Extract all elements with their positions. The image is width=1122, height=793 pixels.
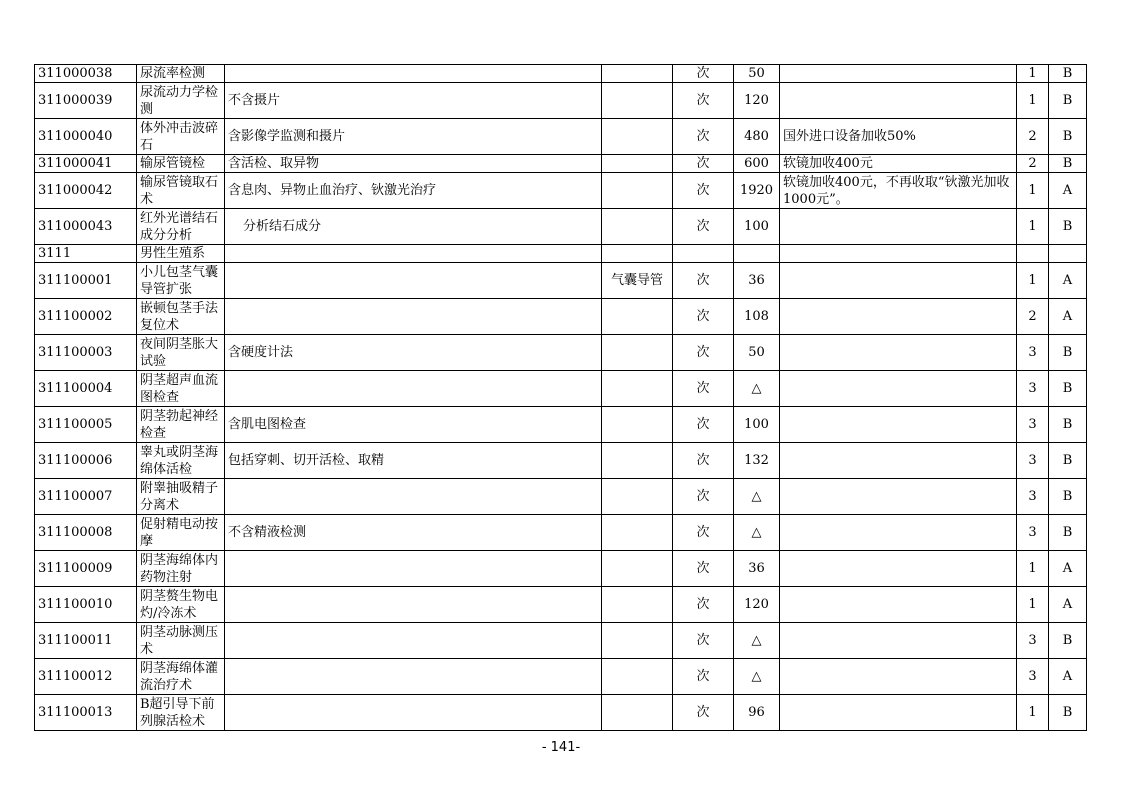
remark-cell [780, 515, 1017, 551]
item-code-cell: 311100011 [35, 623, 137, 659]
unit-cell: 次 [673, 263, 734, 299]
item-content-cell: 含硬度计法 [225, 335, 602, 371]
category-cell: A [1049, 551, 1087, 587]
hospital-level-cell: 1 [1017, 65, 1049, 83]
unit-cell: 次 [673, 551, 734, 587]
unit-cell: 次 [673, 659, 734, 695]
item-code-cell: 311100004 [35, 371, 137, 407]
table-row [35, 245, 1087, 263]
price-cell: △ [734, 659, 780, 695]
item-code-cell: 3111 [35, 245, 137, 263]
item-content-cell [225, 695, 602, 731]
excluded-material-cell [602, 623, 673, 659]
hospital-level-cell: 1 [1017, 263, 1049, 299]
excluded-material-cell [602, 371, 673, 407]
price-cell: 1920 [734, 173, 780, 209]
table-row [35, 65, 1087, 83]
category-cell: A [1049, 263, 1087, 299]
item-content-cell [225, 263, 602, 299]
price-cell: △ [734, 479, 780, 515]
table-row [35, 479, 1087, 515]
item-content-cell [225, 245, 602, 263]
price-cell: △ [734, 623, 780, 659]
item-name-cell: 阴茎海绵体灌流治疗术 [137, 659, 225, 695]
price-cell: 120 [734, 83, 780, 119]
item-content-cell [225, 551, 602, 587]
unit-cell: 次 [673, 65, 734, 83]
price-cell: 50 [734, 335, 780, 371]
table-row [35, 659, 1087, 695]
remark-cell [780, 335, 1017, 371]
table-row [35, 335, 1087, 371]
table-row [35, 443, 1087, 479]
remark-cell [780, 479, 1017, 515]
category-cell: B [1049, 371, 1087, 407]
remark-cell [780, 659, 1017, 695]
unit-cell: 次 [673, 371, 734, 407]
excluded-material-cell [602, 299, 673, 335]
hospital-level-cell: 3 [1017, 515, 1049, 551]
hospital-level-cell: 1 [1017, 695, 1049, 731]
item-content-cell: 不含摄片 [225, 83, 602, 119]
category-cell: B [1049, 155, 1087, 173]
unit-cell: 次 [673, 335, 734, 371]
item-name-cell: 睾丸或阴茎海绵体活检 [137, 443, 225, 479]
item-name-cell: 夜间阴茎胀大试验 [137, 335, 225, 371]
excluded-material-cell [602, 443, 673, 479]
item-name-cell: 阴茎动脉测压术 [137, 623, 225, 659]
hospital-level-cell: 1 [1017, 587, 1049, 623]
hospital-level-cell: 3 [1017, 371, 1049, 407]
item-name-cell: 附睾抽吸精子分离术 [137, 479, 225, 515]
item-name-cell: 阴茎勃起神经检查 [137, 407, 225, 443]
unit-cell: 次 [673, 119, 734, 155]
category-cell: A [1049, 299, 1087, 335]
price-cell: 120 [734, 587, 780, 623]
table-row [35, 299, 1087, 335]
item-content-cell: 含息肉、异物止血治疗、钬激光治疗 [225, 173, 602, 209]
remark-cell [780, 407, 1017, 443]
item-name-cell: 男性生殖系 [137, 245, 225, 263]
unit-cell: 次 [673, 209, 734, 245]
excluded-material-cell [602, 335, 673, 371]
price-cell [734, 245, 780, 263]
table-row [35, 83, 1087, 119]
item-code-cell: 311100010 [35, 587, 137, 623]
item-content-cell: 含活检、取异物 [225, 155, 602, 173]
item-code-cell: 311100008 [35, 515, 137, 551]
table-row [35, 623, 1087, 659]
item-content-cell [225, 299, 602, 335]
item-code-cell: 311000042 [35, 173, 137, 209]
hospital-level-cell: 3 [1017, 623, 1049, 659]
hospital-level-cell: 2 [1017, 155, 1049, 173]
item-name-cell: 尿流动力学检测 [137, 83, 225, 119]
category-cell: A [1049, 173, 1087, 209]
price-cell: 132 [734, 443, 780, 479]
page-number: - 141- [541, 740, 581, 755]
unit-cell: 次 [673, 695, 734, 731]
item-name-cell: 输尿管镜检 [137, 155, 225, 173]
excluded-material-cell [602, 515, 673, 551]
hospital-level-cell: 3 [1017, 407, 1049, 443]
category-cell: B [1049, 119, 1087, 155]
item-name-cell: 阴茎超声血流图检查 [137, 371, 225, 407]
item-code-cell: 311100005 [35, 407, 137, 443]
category-cell: B [1049, 83, 1087, 119]
hospital-level-cell: 3 [1017, 443, 1049, 479]
remark-cell [780, 299, 1017, 335]
item-name-cell: 阴茎赘生物电灼/冷冻术 [137, 587, 225, 623]
price-cell: 50 [734, 65, 780, 83]
table-row [35, 173, 1087, 209]
item-code-cell: 311000041 [35, 155, 137, 173]
table-row [35, 119, 1087, 155]
remark-cell [780, 695, 1017, 731]
category-cell: A [1049, 659, 1087, 695]
table-row [35, 407, 1087, 443]
remark-cell [780, 551, 1017, 587]
remark-cell [780, 83, 1017, 119]
item-code-cell: 311000039 [35, 83, 137, 119]
excluded-material-cell [602, 155, 673, 173]
hospital-level-cell: 3 [1017, 335, 1049, 371]
remark-cell: 国外进口设备加收50% [780, 119, 1017, 155]
unit-cell: 次 [673, 623, 734, 659]
excluded-material-cell [602, 479, 673, 515]
item-code-cell: 311100007 [35, 479, 137, 515]
item-code-cell: 311100009 [35, 551, 137, 587]
item-code-cell: 311100002 [35, 299, 137, 335]
item-content-cell [225, 623, 602, 659]
item-content-cell: 不含精液检测 [225, 515, 602, 551]
item-name-cell: 小儿包茎气囊导管扩张 [137, 263, 225, 299]
item-code-cell: 311100001 [35, 263, 137, 299]
hospital-level-cell: 3 [1017, 479, 1049, 515]
price-cell: 36 [734, 263, 780, 299]
table-row [35, 551, 1087, 587]
category-cell: A [1049, 587, 1087, 623]
item-code-cell: 311100013 [35, 695, 137, 731]
excluded-material-cell [602, 83, 673, 119]
excluded-material-cell [602, 65, 673, 83]
price-cell: 36 [734, 551, 780, 587]
excluded-material-cell [602, 659, 673, 695]
unit-cell: 次 [673, 407, 734, 443]
item-code-cell: 311000038 [35, 65, 137, 83]
item-name-cell: 尿流率检测 [137, 65, 225, 83]
table-row [35, 155, 1087, 173]
table-row [35, 209, 1087, 245]
table-row [35, 587, 1087, 623]
remark-cell [780, 65, 1017, 83]
unit-cell: 次 [673, 173, 734, 209]
item-content-cell [225, 65, 602, 83]
remark-cell: 软镜加收400元 [780, 155, 1017, 173]
remark-cell [780, 443, 1017, 479]
category-cell [1049, 245, 1087, 263]
excluded-material-cell [602, 407, 673, 443]
item-content-cell: 包括穿刺、切开活检、取精 [225, 443, 602, 479]
unit-cell: 次 [673, 587, 734, 623]
item-code-cell: 311100006 [35, 443, 137, 479]
price-cell: 480 [734, 119, 780, 155]
item-code-cell: 311000040 [35, 119, 137, 155]
price-cell: △ [734, 371, 780, 407]
price-cell: 96 [734, 695, 780, 731]
price-cell: 108 [734, 299, 780, 335]
category-cell: B [1049, 623, 1087, 659]
item-name-cell: B超引导下前列腺活检术 [137, 695, 225, 731]
unit-cell: 次 [673, 155, 734, 173]
category-cell: B [1049, 335, 1087, 371]
excluded-material-cell [602, 695, 673, 731]
excluded-material-cell [602, 173, 673, 209]
item-name-cell: 输尿管镜取石术 [137, 173, 225, 209]
remark-cell [780, 245, 1017, 263]
remark-cell [780, 587, 1017, 623]
item-name-cell: 嵌顿包茎手法复位术 [137, 299, 225, 335]
item-code-cell: 311100003 [35, 335, 137, 371]
category-cell: B [1049, 209, 1087, 245]
excluded-material-cell [602, 245, 673, 263]
remark-cell [780, 623, 1017, 659]
hospital-level-cell: 2 [1017, 299, 1049, 335]
category-cell: B [1049, 479, 1087, 515]
price-cell: 100 [734, 209, 780, 245]
table-row [35, 263, 1087, 299]
item-content-cell [225, 479, 602, 515]
excluded-material-cell [602, 209, 673, 245]
table-row [35, 695, 1087, 731]
remark-cell [780, 371, 1017, 407]
unit-cell [673, 245, 734, 263]
unit-cell: 次 [673, 443, 734, 479]
unit-cell: 次 [673, 83, 734, 119]
unit-cell: 次 [673, 479, 734, 515]
excluded-material-cell [602, 119, 673, 155]
hospital-level-cell: 2 [1017, 119, 1049, 155]
category-cell: B [1049, 407, 1087, 443]
category-cell: B [1049, 443, 1087, 479]
item-code-cell: 311100012 [35, 659, 137, 695]
item-name-cell: 红外光谱结石成分分析 [137, 209, 225, 245]
item-content-cell: 含影像学监测和摄片 [225, 119, 602, 155]
unit-cell: 次 [673, 515, 734, 551]
price-cell: 600 [734, 155, 780, 173]
category-cell: B [1049, 515, 1087, 551]
excluded-material-cell: 气囊导管 [602, 263, 673, 299]
price-cell: △ [734, 515, 780, 551]
item-name-cell: 阴茎海绵体内药物注射 [137, 551, 225, 587]
remark-cell: 软镜加收400元，不再收取“钬激光加收1000元”。 [780, 173, 1017, 209]
remark-cell [780, 209, 1017, 245]
item-content-cell: 分析结石成分 [225, 209, 602, 245]
item-content-cell [225, 371, 602, 407]
item-name-cell: 促射精电动按摩 [137, 515, 225, 551]
category-cell: B [1049, 695, 1087, 731]
item-name-cell: 体外冲击波碎石 [137, 119, 225, 155]
table-row [35, 515, 1087, 551]
hospital-level-cell: 3 [1017, 659, 1049, 695]
hospital-level-cell: 1 [1017, 209, 1049, 245]
item-content-cell: 含肌电图检查 [225, 407, 602, 443]
unit-cell: 次 [673, 299, 734, 335]
table-body [35, 65, 1087, 731]
excluded-material-cell [602, 587, 673, 623]
hospital-level-cell [1017, 245, 1049, 263]
remark-cell [780, 263, 1017, 299]
table-row [35, 371, 1087, 407]
category-cell: B [1049, 65, 1087, 83]
excluded-material-cell [602, 551, 673, 587]
hospital-level-cell: 1 [1017, 551, 1049, 587]
item-code-cell: 311000043 [35, 209, 137, 245]
item-content-cell [225, 659, 602, 695]
hospital-level-cell: 1 [1017, 83, 1049, 119]
hospital-level-cell: 1 [1017, 173, 1049, 209]
fee-schedule-table [34, 64, 1087, 731]
price-cell: 100 [734, 407, 780, 443]
item-content-cell [225, 587, 602, 623]
